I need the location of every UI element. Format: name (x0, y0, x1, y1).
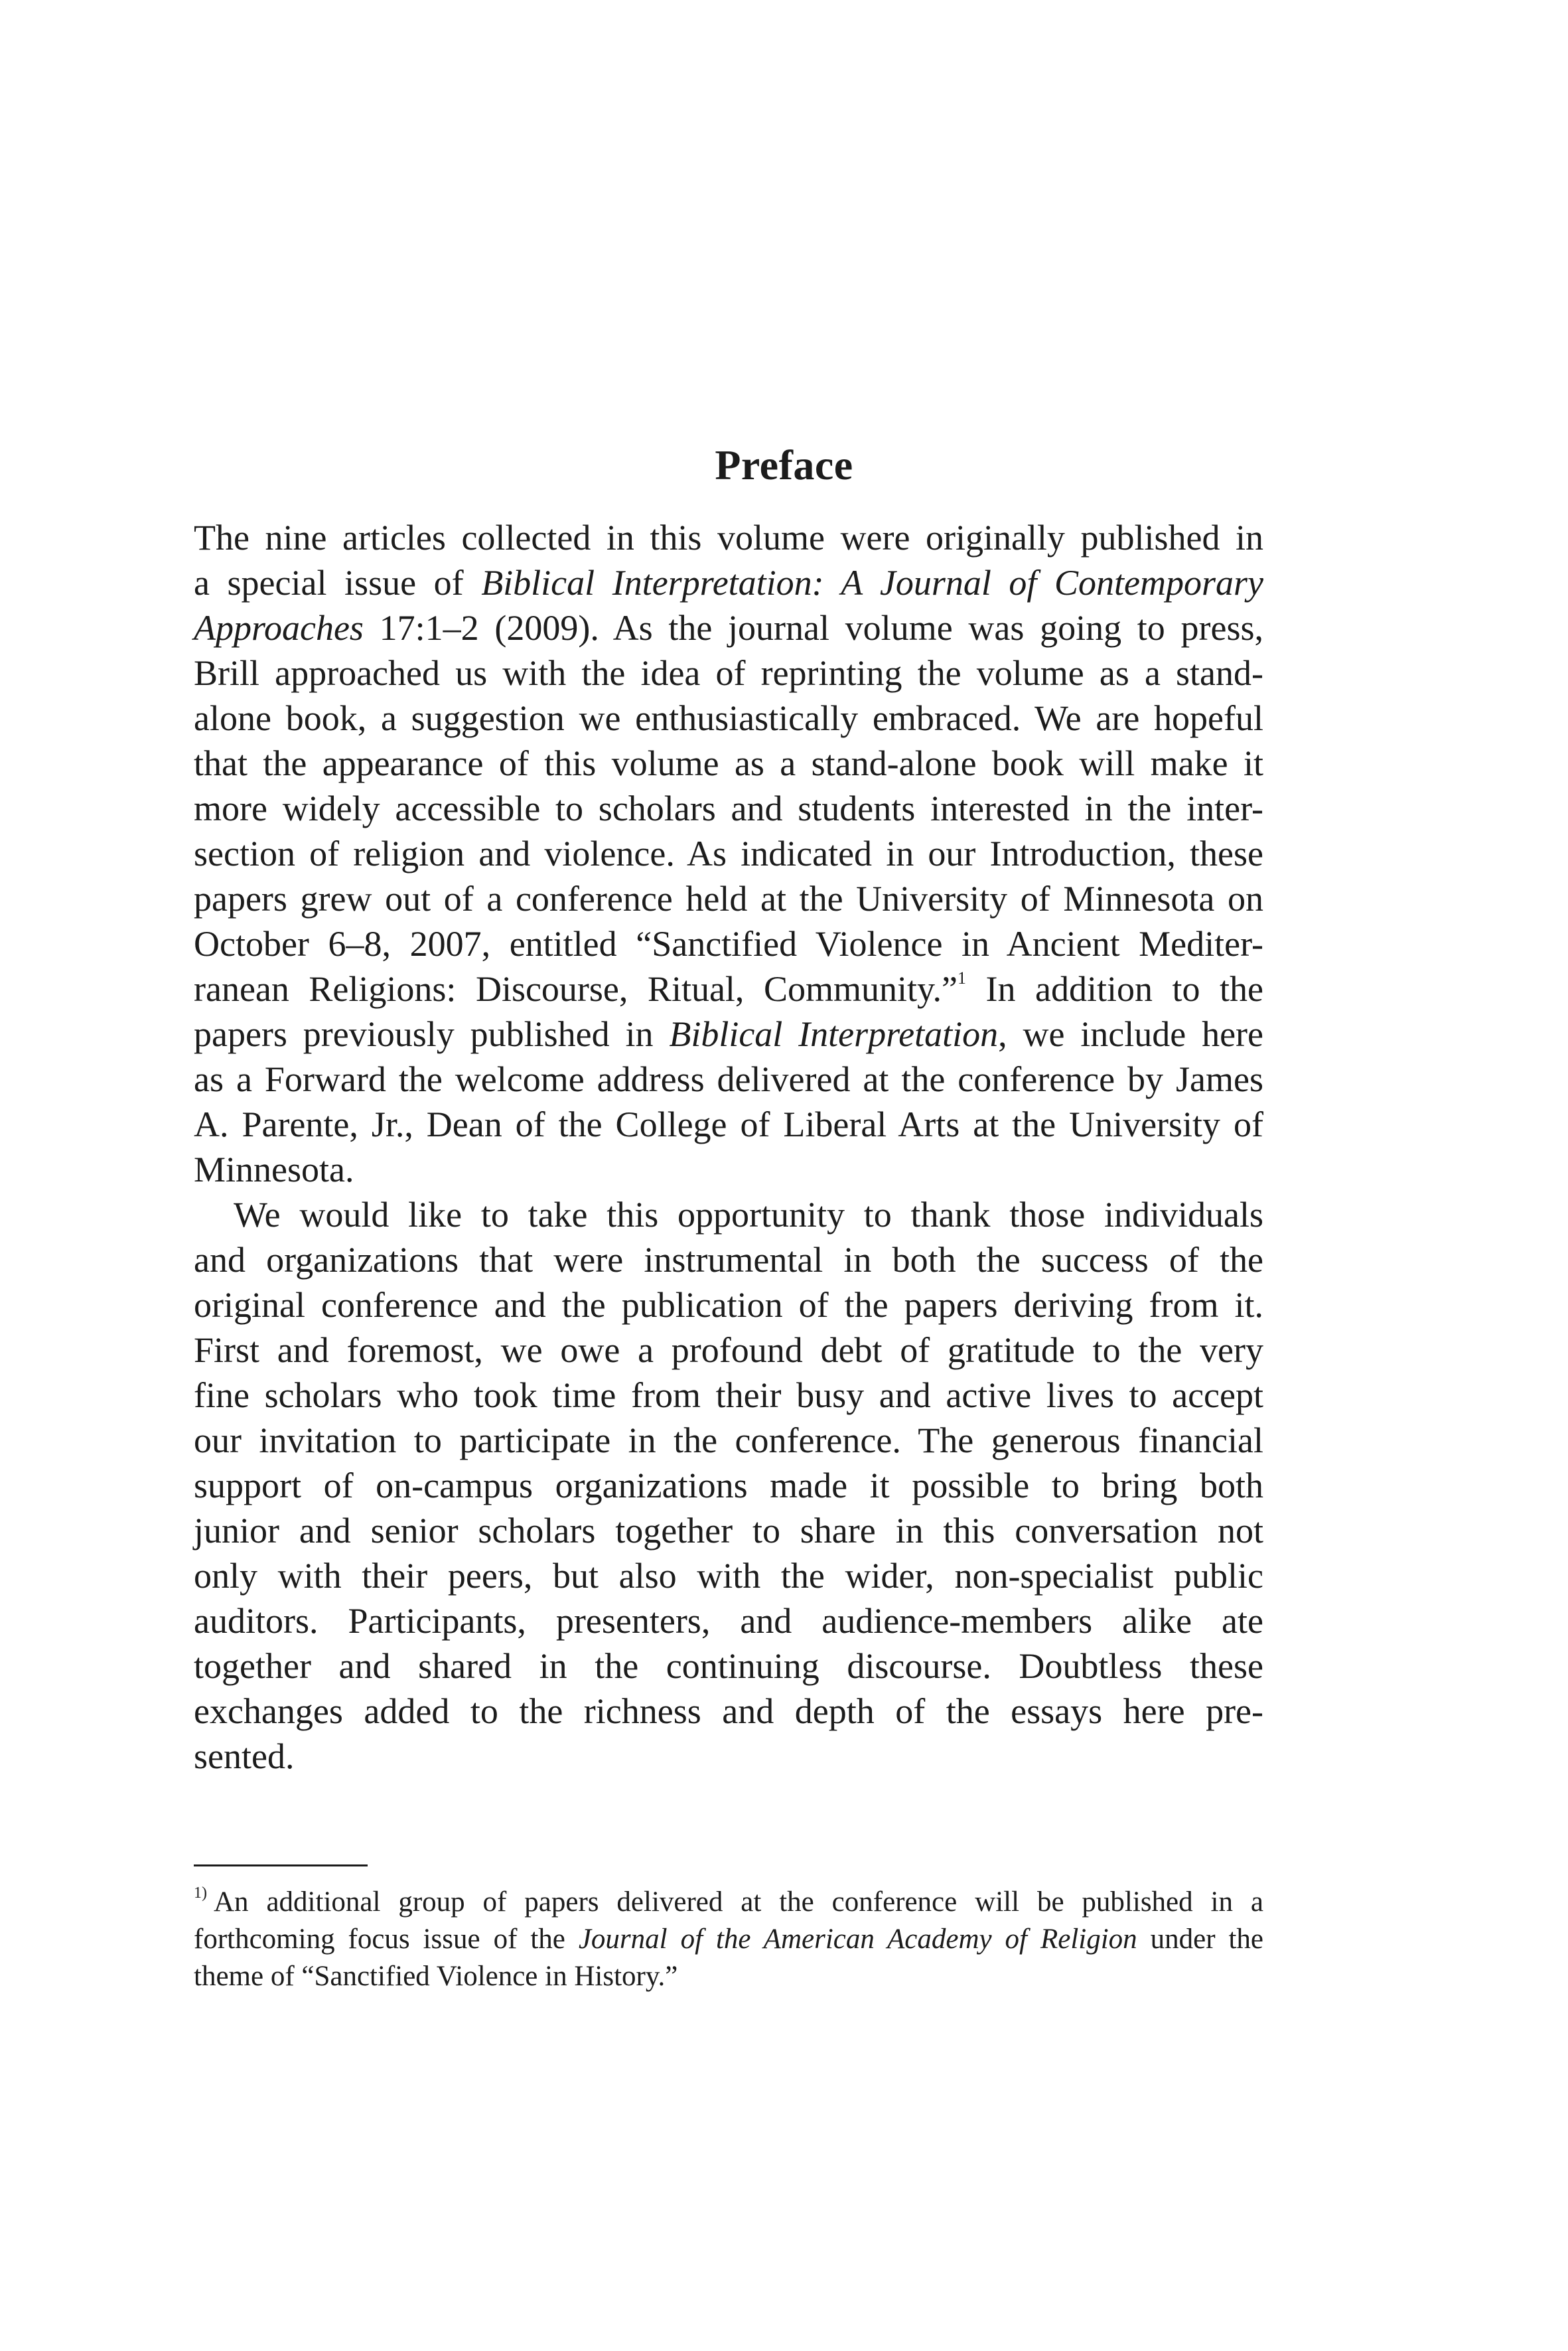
text-span: a special issue of (194, 563, 464, 603)
text-span: In addition to the (965, 969, 1263, 1009)
text-line (194, 966, 1263, 1012)
text-line: support of on-campus organizations made it possible to bring both (194, 1466, 1263, 1505)
footnote-reference[interactable]: 1 (957, 968, 966, 988)
text-span: forthcoming focus issue of the (194, 1924, 579, 1955)
text-line: The nine articles collected in this volume were originally published in (194, 518, 1263, 558)
text-line (194, 560, 1263, 605)
text-span: 17:1–2 (2009). As the journal volume was going to press, (363, 608, 1263, 648)
text-line: fine scholars who took time from their busy and active lives to accept (194, 1375, 1263, 1415)
text-line: only with their peers, but also with the wider, non-specialist public (194, 1556, 1263, 1596)
text-line: Brill approached us with the idea of reprinting the volume as a stand- (194, 653, 1263, 693)
text-line: papers grew out of a conference held at the University of Minnesota on (194, 879, 1263, 919)
text-span: , we include here (998, 1014, 1263, 1054)
text-line: We would like to take this opportunity to thank those individuals (234, 1195, 1263, 1235)
journal-title: Approaches (194, 608, 364, 648)
text-line: as a Forward the welcome address delivered at the conference by James (194, 1059, 1263, 1099)
text-span: An additional group of papers delivered at the conference will be published in a (214, 1886, 1263, 1918)
preface-body (194, 515, 1263, 1779)
text-line: First and foremost, we owe a profound debt of gratitude to the very (194, 1330, 1263, 1370)
text-line: alone book, a suggestion we enthusiastically embraced. We are hopeful (194, 698, 1263, 738)
page-title: Preface (715, 441, 853, 489)
text-line: exchanges added to the richness and depth of the essays here pre- (194, 1691, 1263, 1731)
journal-title: Biblical Interpretation: A Journal of Contemporary (481, 563, 1263, 603)
text-line: more widely accessible to scholars and students interested in the inter- (194, 789, 1263, 828)
text-span: papers previously published in (194, 1014, 670, 1054)
text-line: junior and senior scholars together to share in this conversation not (194, 1511, 1263, 1551)
text-span: ranean Religions: Discourse, Ritual, Community.” (194, 969, 958, 1009)
text-line: our invitation to participate in the conference. The generous financial (194, 1420, 1263, 1460)
text-line: and organizations that were instrumental in both the success of the (194, 1240, 1263, 1280)
text-line: sented. (194, 1736, 295, 1776)
footnote-marker: 1) (194, 1884, 207, 1902)
text-line: together and shared in the continuing discourse. Doubtless these (194, 1646, 1263, 1686)
footnote-line: theme of “Sanctified Violence in History.” (194, 1961, 678, 1992)
text-line: Minnesota. (194, 1150, 354, 1189)
text-line: that the appearance of this volume as a stand-alone book will make it (194, 743, 1263, 783)
text-line: auditors. Participants, presenters, and audience-members alike ate (194, 1601, 1263, 1641)
text-line: A. Parente, Jr., Dean of the College of Liberal Arts at the University of (194, 1104, 1263, 1144)
text-line: section of religion and violence. As indicated in our Introduction, these (194, 834, 1263, 873)
text-line: original conference and the publication of the papers deriving from it. (194, 1285, 1263, 1325)
text-span: under the (1137, 1924, 1264, 1955)
text-line: October 6–8, 2007, entitled “Sanctified Violence in Ancient Mediter- (194, 924, 1263, 964)
footnote-divider (194, 1864, 368, 1866)
text-line (194, 1012, 1263, 1057)
footnote (194, 1884, 1263, 1995)
text-line (194, 605, 1263, 650)
journal-title: Journal of the American Academy of Religion (578, 1924, 1137, 1955)
footnote-line (194, 1921, 1263, 1958)
journal-title: Biblical Interpretation (669, 1014, 999, 1054)
footnote-line (194, 1884, 1263, 1921)
